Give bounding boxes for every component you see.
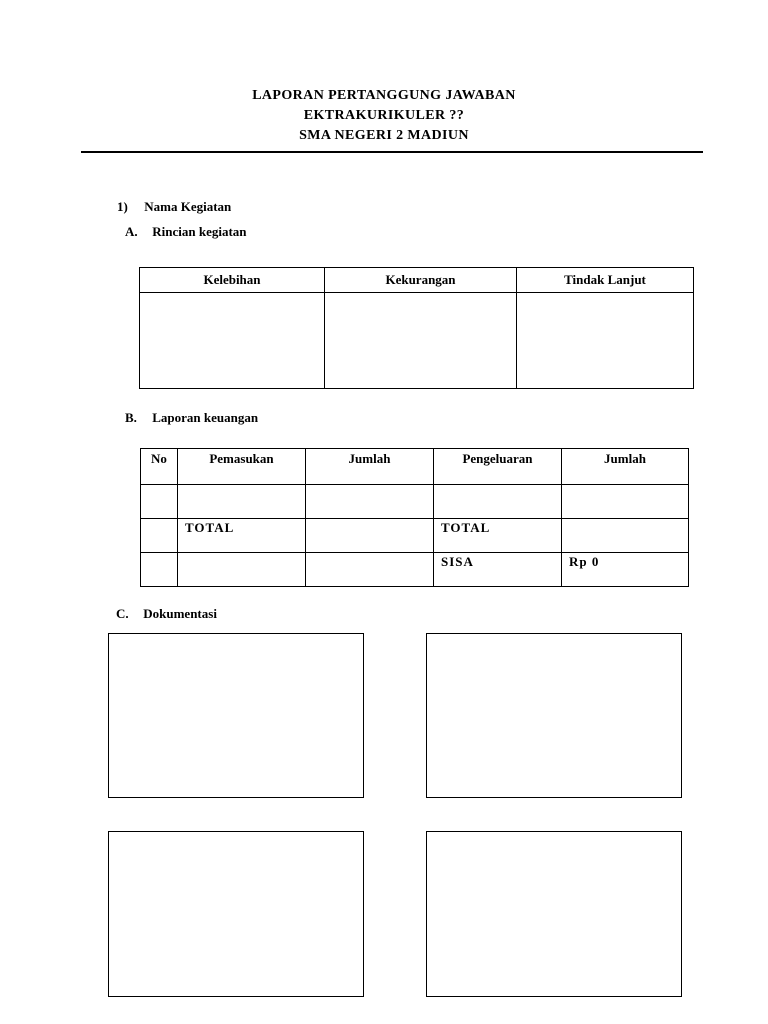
table-cell[interactable] — [434, 485, 562, 519]
table-cell[interactable] — [178, 519, 306, 553]
column-header: Jumlah — [562, 449, 689, 485]
table-cell[interactable] — [562, 553, 689, 587]
table-header-row — [140, 268, 694, 293]
table-cell[interactable] — [434, 553, 562, 587]
column-header: Tindak Lanjut — [517, 268, 694, 293]
report-subtitle: EKTRAKURIKULER ?? — [303, 108, 465, 123]
table-cell[interactable] — [178, 553, 306, 587]
column-header: Pemasukan — [178, 449, 306, 485]
sisa-value: Rp 0 — [569, 554, 600, 569]
school-name: SMA NEGERI 2 MADIUN — [299, 128, 469, 143]
table-cell[interactable] — [517, 293, 694, 389]
table-cell[interactable] — [141, 519, 178, 553]
documentation-photo-box[interactable] — [426, 633, 682, 798]
column-header: Kelebihan — [140, 268, 325, 293]
table-row — [140, 293, 694, 389]
table-cell[interactable] — [562, 485, 689, 519]
column-header: Jumlah — [306, 449, 434, 485]
section-b-heading — [125, 410, 258, 426]
section-1-number: 1) — [117, 199, 128, 214]
section-a-title: Rincian kegiatan — [152, 224, 247, 239]
table-header-row — [141, 449, 689, 485]
column-header: Pengeluaran — [434, 449, 562, 485]
section-c-heading — [116, 606, 217, 622]
table-cell[interactable] — [141, 553, 178, 587]
header-divider — [81, 151, 703, 153]
table-cell[interactable] — [140, 293, 325, 389]
section-a-heading — [125, 224, 247, 240]
table-cell[interactable] — [434, 519, 562, 553]
section-b-letter: B. — [125, 410, 137, 425]
rincian-table — [139, 267, 694, 389]
total-pengeluaran-label: TOTAL — [441, 520, 491, 535]
column-header: No — [141, 449, 178, 485]
table-row — [141, 485, 689, 519]
table-cell[interactable] — [306, 519, 434, 553]
table-row — [141, 553, 689, 587]
documentation-photo-box[interactable] — [108, 633, 364, 798]
documentation-photo-box[interactable] — [108, 831, 364, 997]
table-cell[interactable] — [562, 519, 689, 553]
section-c-title: Dokumentasi — [143, 606, 217, 621]
section-1-title: Nama Kegiatan — [144, 199, 232, 214]
total-pemasukan-label: TOTAL — [185, 520, 235, 535]
table-cell[interactable] — [306, 485, 434, 519]
keuangan-table — [140, 448, 689, 587]
section-1-heading — [117, 199, 231, 215]
table-row — [141, 519, 689, 553]
report-title: LAPORAN PERTANGGUNG JAWABAN — [252, 88, 516, 103]
column-header: Kekurangan — [325, 268, 517, 293]
table-cell[interactable] — [325, 293, 517, 389]
section-a-letter: A. — [125, 224, 138, 239]
section-c-letter: C. — [116, 606, 129, 621]
table-cell[interactable] — [306, 553, 434, 587]
table-cell[interactable] — [141, 485, 178, 519]
documentation-photo-box[interactable] — [426, 831, 682, 997]
section-b-title: Laporan keuangan — [152, 410, 259, 425]
table-cell[interactable] — [178, 485, 306, 519]
sisa-label: SISA — [441, 554, 474, 569]
